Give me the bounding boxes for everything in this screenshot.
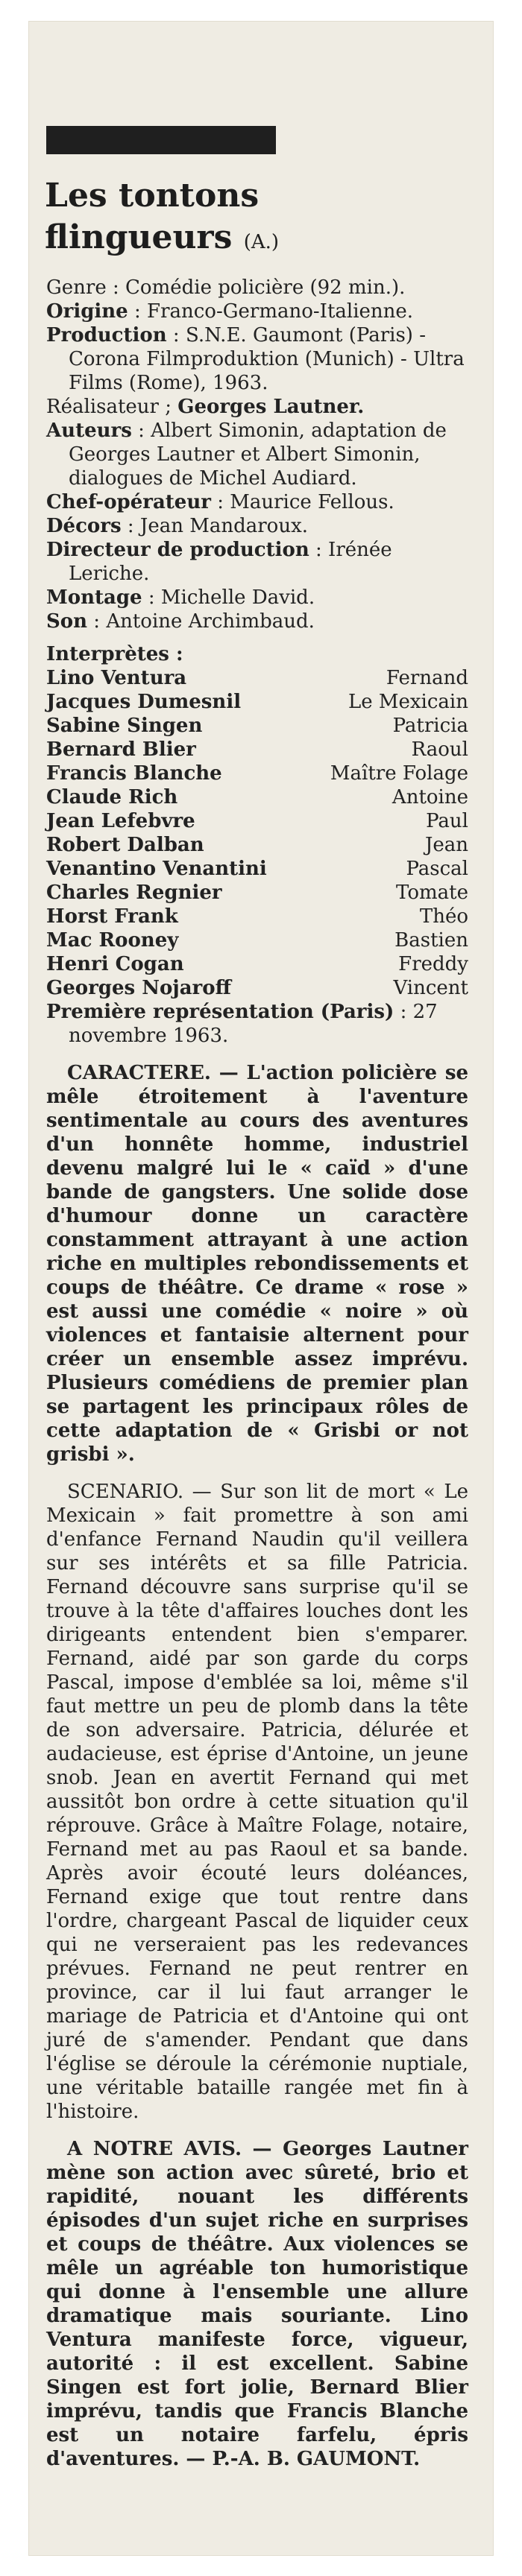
info-realisateur: Réalisateur ; Georges Lautner. xyxy=(46,396,365,418)
cast-row: Horst Frank Théo xyxy=(46,905,468,928)
info-origine: Origine : Franco-Germano-Italienne. xyxy=(46,300,414,323)
info-production: Production : S.N.E. Gaumont (Paris) - Corona Filmproduktion (Munich) - Ultra Films (Rome), 1963. xyxy=(46,324,465,394)
info-son: Son : Antoine Archimbaud. xyxy=(46,610,315,633)
info-directeur-production: Directeur de production : Irénée Leriche. xyxy=(46,539,392,585)
scenario-paragraph: SCENARIO. — Sur son lit de mort « Le Mexicain » fait promettre à son ami d'enfance Fernand Naudin qu'il veillera sur ses intérêts et sa fille Patricia. Fernand découvre sans surprise qu'il se trouve à la tête d'affaires louches dont les dirigeants entendent bien s'emparer. Fernand, aidé par son garde du corps Pascal, impose d'emblée sa loi, même s'il faut mettre un peu de plomb dans la tête de son adversaire. Patricia, délurée et audacieuse, est éprise d'Antoine, un jeune snob. Jean en avertit Fernand qui met aussitôt bon ordre à cette situation qu'il réprouve. Grâce à Maître Folage, notaire, Fernand met au pas Raoul et sa bande. Après avoir écouté leurs doléances, Fernand exige que tout rentre dans l'ordre, chargeant Pascal de liquider ceux qui ne verseraient pas les redevances prévues. Fernand ne peut rentrer en province, car il lui faut arranger le mariage de Patricia et d'Antoine qui ont juré de s'amender. Pendant que dans l'église se déroule la cérémonie nuptiale, une véritable bataille rangée met fin à l'histoire. xyxy=(46,1481,468,2123)
cast-row: Mac Rooney Bastien xyxy=(46,929,468,952)
cast-row: Bernard Blier Raoul xyxy=(46,738,468,761)
cast-row: Charles Regnier Tomate xyxy=(46,882,468,904)
info-genre: Genre : Comédie policière (92 min.). xyxy=(46,276,406,299)
cast-row: Venantino Venantini Pascal xyxy=(46,858,468,880)
cast-heading: Interprètes : xyxy=(46,643,183,665)
info-block xyxy=(46,276,468,633)
rating-label: (A.) xyxy=(243,231,280,253)
cast-row: Robert Dalban Jean xyxy=(46,834,468,856)
cast-row: Sabine Singen Patricia xyxy=(46,715,468,737)
cast-list xyxy=(46,642,468,1048)
cast-row: Jacques Dumesnil Le Mexicain xyxy=(46,691,468,713)
avis-paragraph: A NOTRE AVIS. — Georges Lautner mène son action avec sûreté, brio et rapidité, nouant les différents épisodes d'un sujet riche en surprises et coups de théâtre. Aux violences se mêle un agréable ton humoristique qui donne à l'ensemble une allure dramatique mais souriante. Lino Ventura manifeste force, vigueur, autorité : il est excellent. Sabine Singen est fort jolie, Bernard Blier imprévu, tandis que Francis Blanche est un notaire farfelu, épris d'aventures. — P.-A. B. GAUMONT. xyxy=(46,2138,468,2470)
caractere-paragraph: CARACTERE. — L'action policière se mêle étroitement à l'aventure sentimentale au cours des aventures d'un honnête homme, industriel devenu malgré lui le « caïd » d'une bande de gangsters. Une solide dose d'humour donne un caractère constamment attrayant à une action riche en multiples rebondissements et coups de théâtre. Ce drame « rose » est aussi une comédie « noire » où violences et fantaisie alternent pour créer un ensemble assez imprévu. Plusieurs comédiens de premier plan se partagent les principaux rôles de cette adaptation de « Grisbi or not grisbi ». xyxy=(46,1062,468,1466)
info-decors: Décors : Jean Mandaroux. xyxy=(46,515,308,537)
title-line-2: flingueurs xyxy=(45,218,233,256)
film-title xyxy=(45,175,462,263)
title-line-1: Les tontons xyxy=(45,177,260,215)
cast-row: Lino Ventura Fernand xyxy=(46,667,468,689)
premiere-date: Première représentation (Paris) : 27 novembre 1963. xyxy=(46,1001,438,1047)
info-montage: Montage : Michelle David. xyxy=(46,586,315,609)
cast-row: Claude Rich Antoine xyxy=(46,786,468,808)
header-bar xyxy=(46,126,276,154)
cast-row: Georges Nojaroff Vincent xyxy=(46,977,468,999)
cast-row: Jean Lefebvre Paul xyxy=(46,810,468,832)
cast-row: Francis Blanche Maître Folage xyxy=(46,762,468,785)
cast-row: Henri Cogan Freddy xyxy=(46,953,468,975)
info-auteurs: Auteurs : Albert Simonin, adaptation de Georges Lautner et Albert Simonin, dialogues de Michel Audiard. xyxy=(46,420,447,490)
article-body xyxy=(46,276,468,2471)
info-chef-operateur: Chef-opérateur : Maurice Fellous. xyxy=(46,491,394,513)
